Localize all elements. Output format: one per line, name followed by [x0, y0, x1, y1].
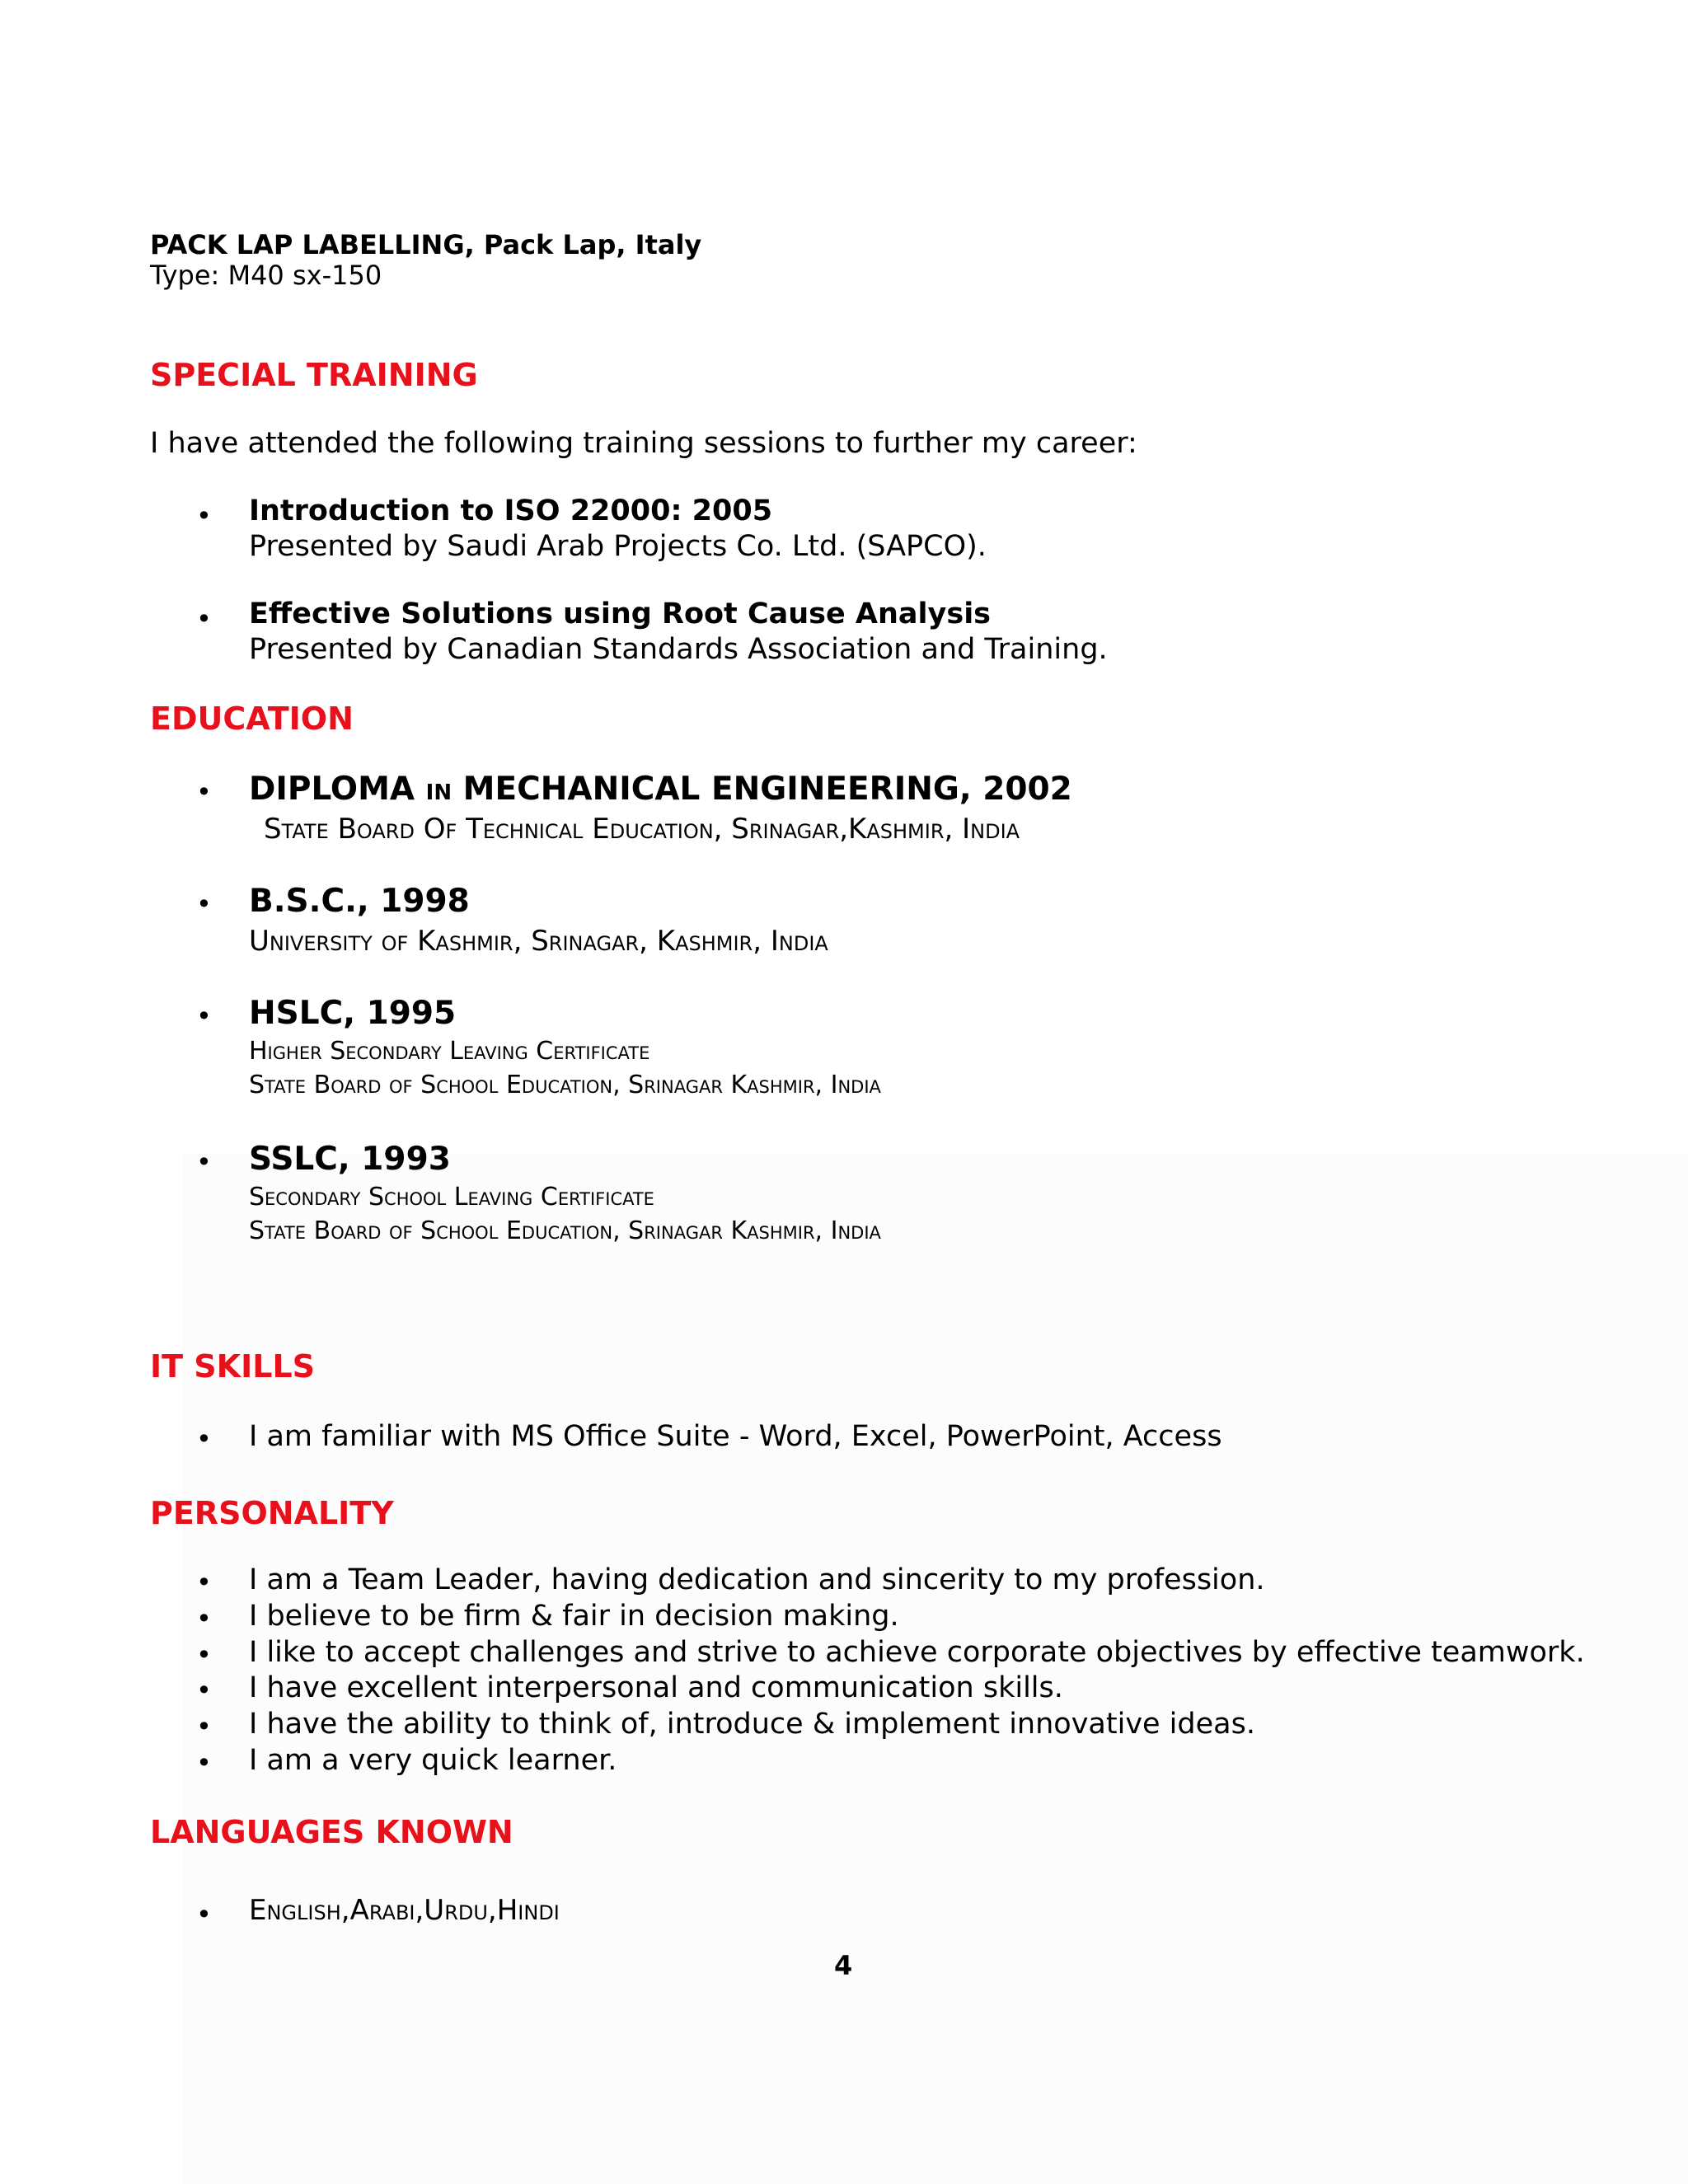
equipment-title: PACK LAP LABELLING, Pack Lap, Italy	[150, 229, 702, 260]
personality-item: I like to accept challenges and strive to achieve corporate objectives by effective teamwork.	[249, 1636, 1585, 1669]
education-diploma-title: DIPLOMA IN MECHANICAL ENGINEERING, 2002	[249, 771, 1072, 808]
special-training-heading: SPECIAL TRAINING	[150, 357, 478, 393]
personality-item: I am a Team Leader, having dedication and sincerity to my profession.	[249, 1563, 1265, 1596]
education-sslc-line2: State Board of School Education, Srinagar Kashmir, India	[249, 1216, 881, 1245]
training-detail: Presented by Canadian Standards Association and Training.	[249, 633, 1108, 666]
bullet-icon: •	[196, 1899, 212, 1930]
it-skills-heading: IT SKILLS	[150, 1348, 316, 1385]
it-skills-item: I am familiar with MS Office Suite - Word, Excel, PowerPoint, Access	[249, 1420, 1222, 1453]
bullet-icon: •	[196, 1146, 212, 1178]
bullet-icon: •	[196, 603, 212, 635]
bullet-icon: •	[196, 1639, 212, 1671]
education-bsc-title: B.S.C., 1998	[249, 883, 470, 920]
languages-heading: LANGUAGES KNOWN	[150, 1814, 513, 1850]
education-bsc-detail: University of Kashmir, Srinagar, Kashmir, India	[249, 925, 828, 958]
education-hslc-line1: Higher Secondary Leaving Certificate	[249, 1037, 650, 1066]
training-title: Effective Solutions using Root Cause Analysis	[249, 598, 992, 630]
bullet-icon: •	[196, 1423, 212, 1455]
education-diploma-detail: State Board Of Technical Education, Srinagar,Kashmir, India	[264, 813, 1020, 846]
personality-item: I have excellent interpersonal and communication skills.	[249, 1671, 1063, 1704]
training-detail: Presented by Saudi Arab Projects Co. Ltd. (SAPCO).	[249, 530, 987, 563]
bullet-icon: •	[196, 888, 212, 920]
page-number: 4	[834, 1950, 853, 1981]
page-background	[183, 1154, 1688, 2184]
personality-heading: PERSONALITY	[150, 1495, 394, 1531]
bullet-icon: •	[196, 500, 212, 532]
personality-item: I believe to be firm & fair in decision making.	[249, 1600, 899, 1633]
languages-item: English,Arabi,Urdu,Hindi	[249, 1894, 560, 1927]
education-sslc-title: SSLC, 1993	[249, 1141, 451, 1178]
training-title: Introduction to ISO 22000: 2005	[249, 494, 773, 527]
education-sslc-line1: Secondary School Leaving Certificate	[249, 1183, 654, 1212]
personality-item: I am a very quick learner.	[249, 1744, 617, 1777]
bullet-icon: •	[196, 1567, 212, 1598]
bullet-icon: •	[196, 1001, 212, 1032]
special-training-intro: I have attended the following training sessions to further my career:	[150, 427, 1137, 460]
personality-item: I have the ability to think of, introduce & implement innovative ideas.	[249, 1708, 1255, 1741]
education-heading: EDUCATION	[150, 701, 354, 737]
bullet-icon: •	[196, 1711, 212, 1742]
bullet-icon: •	[196, 1603, 212, 1634]
bullet-icon: •	[196, 1747, 212, 1779]
equipment-type: Type: M40 sx-150	[150, 260, 382, 291]
education-hslc-title: HSLC, 1995	[249, 995, 457, 1032]
education-hslc-line2: State Board of School Education, Srinagar Kashmir, India	[249, 1071, 881, 1099]
bullet-icon: •	[196, 776, 212, 808]
bullet-icon: •	[196, 1675, 212, 1706]
